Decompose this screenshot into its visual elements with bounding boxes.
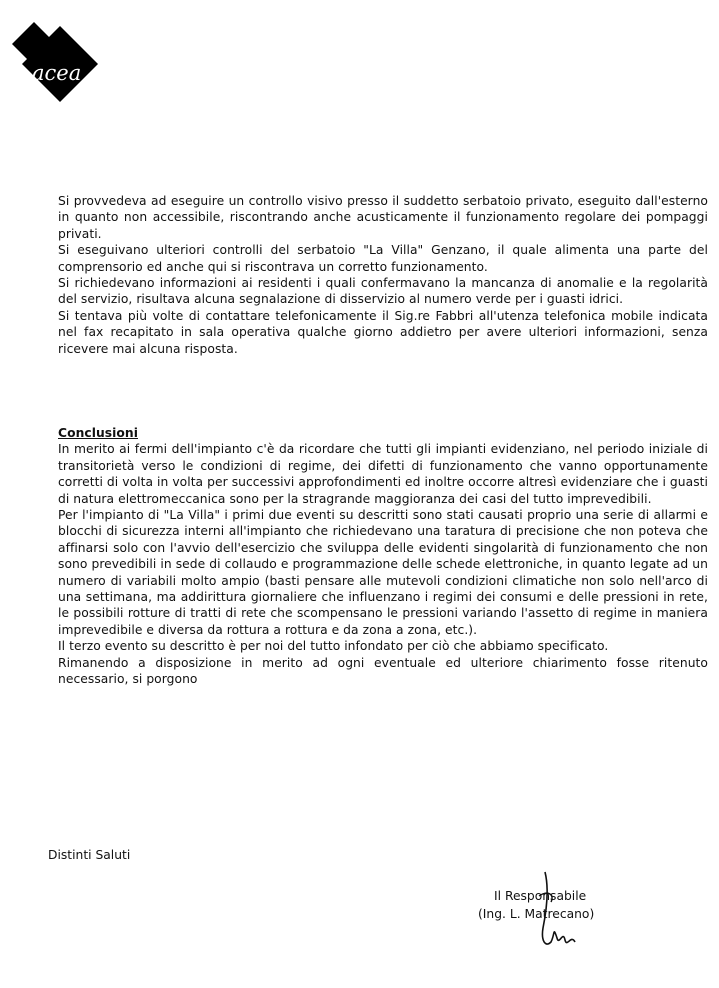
paragraph: Si tentava più volte di contattare telefonicamente il Sig.re Fabbri all'utenza telefonica mobile indicata nel fax recapitato in sala operativa qualche giorno addietro per avere ulteriori informazioni, senza ricevere mai alcuna risposta. [58, 308, 708, 356]
body-text [58, 193, 708, 357]
handwritten-signature [525, 868, 585, 960]
paragraph: Il terzo evento su descritto è per noi del tutto infondato per ciò che abbiamo specificato. [58, 639, 609, 654]
conclusions-heading: Conclusioni [58, 426, 138, 440]
paragraph: Si eseguivano ulteriori controlli del serbatoio "La Villa" Genzano, il quale alimenta una parte del comprensorio ed anche qui si riscontrava un corretto funzionamento. [58, 243, 708, 274]
conclusions-section [58, 425, 708, 688]
closing-salutation: Distinti Saluti [48, 848, 131, 862]
paragraph: Si richiedevano informazioni ai residenti i quali confermavano la mancanza di anomalie e la regolarità del servizio, risultava alcuna segnalazione di disservizio al numero verde per i guasti idrici. [58, 276, 708, 307]
signatory-name: (Ing. L. Matrecano) [478, 907, 595, 921]
logo-text: acea [32, 61, 82, 85]
acea-logo [0, 8, 110, 108]
paragraph: Per l'impianto di "La Villa" i primi due eventi su descritti sono stati causati proprio una serie di allarmi e blocchi di sicurezza interni all'impianto che richiedevano una taratura di precisione che non poteva che affinarsi solo con l'avvio dell'esercizio che sviluppa delle evidenti singolarità di funzionamento che non sono prevedibili in sede di collaudo e programmazione delle schede elettroniche, in quanto legate ad un numero di variabili molto ampio (basti pensare alle mutevoli condizioni climatiche non solo nell'arco di una settimana, ma addirittura giornaliere che influenzano i regimi dei consumi e delle pressioni in rete, le possibili rotture di tratti di rete che scompensano le pressioni variando l'assetto di regime in maniera imprevedibile e diversa da rottura a rottura e da zona a zona, etc.). [58, 508, 708, 637]
paragraph: Rimanendo a disposizione in merito ad ogni eventuale ed ulteriore chiarimento fosse ritenuto necessario, si porgono [58, 655, 708, 687]
signatory-title: Il Responsabile [494, 889, 587, 903]
paragraph: In merito ai fermi dell'impianto c'è da ricordare che tutti gli impianti evidenziano, nel periodo iniziale di transitorietà verso le condizioni di regime, dei difetti di funzionamento che vanno opportunamente corretti di volta in volta per successivi approfondimenti ed inoltre occorre altresì evidenziare che i guasti di natura elettromeccanica sono per la stragrande maggioranza dei casi del tutto imprevedibili. [58, 442, 708, 506]
paragraph: Si provvedeva ad eseguire un controllo visivo presso il suddetto serbatoio privato, eseguito dall'esterno in quanto non accessibile, riscontrando anche acusticamente il funzionamento regolare dei pompaggi privati. [58, 194, 708, 241]
